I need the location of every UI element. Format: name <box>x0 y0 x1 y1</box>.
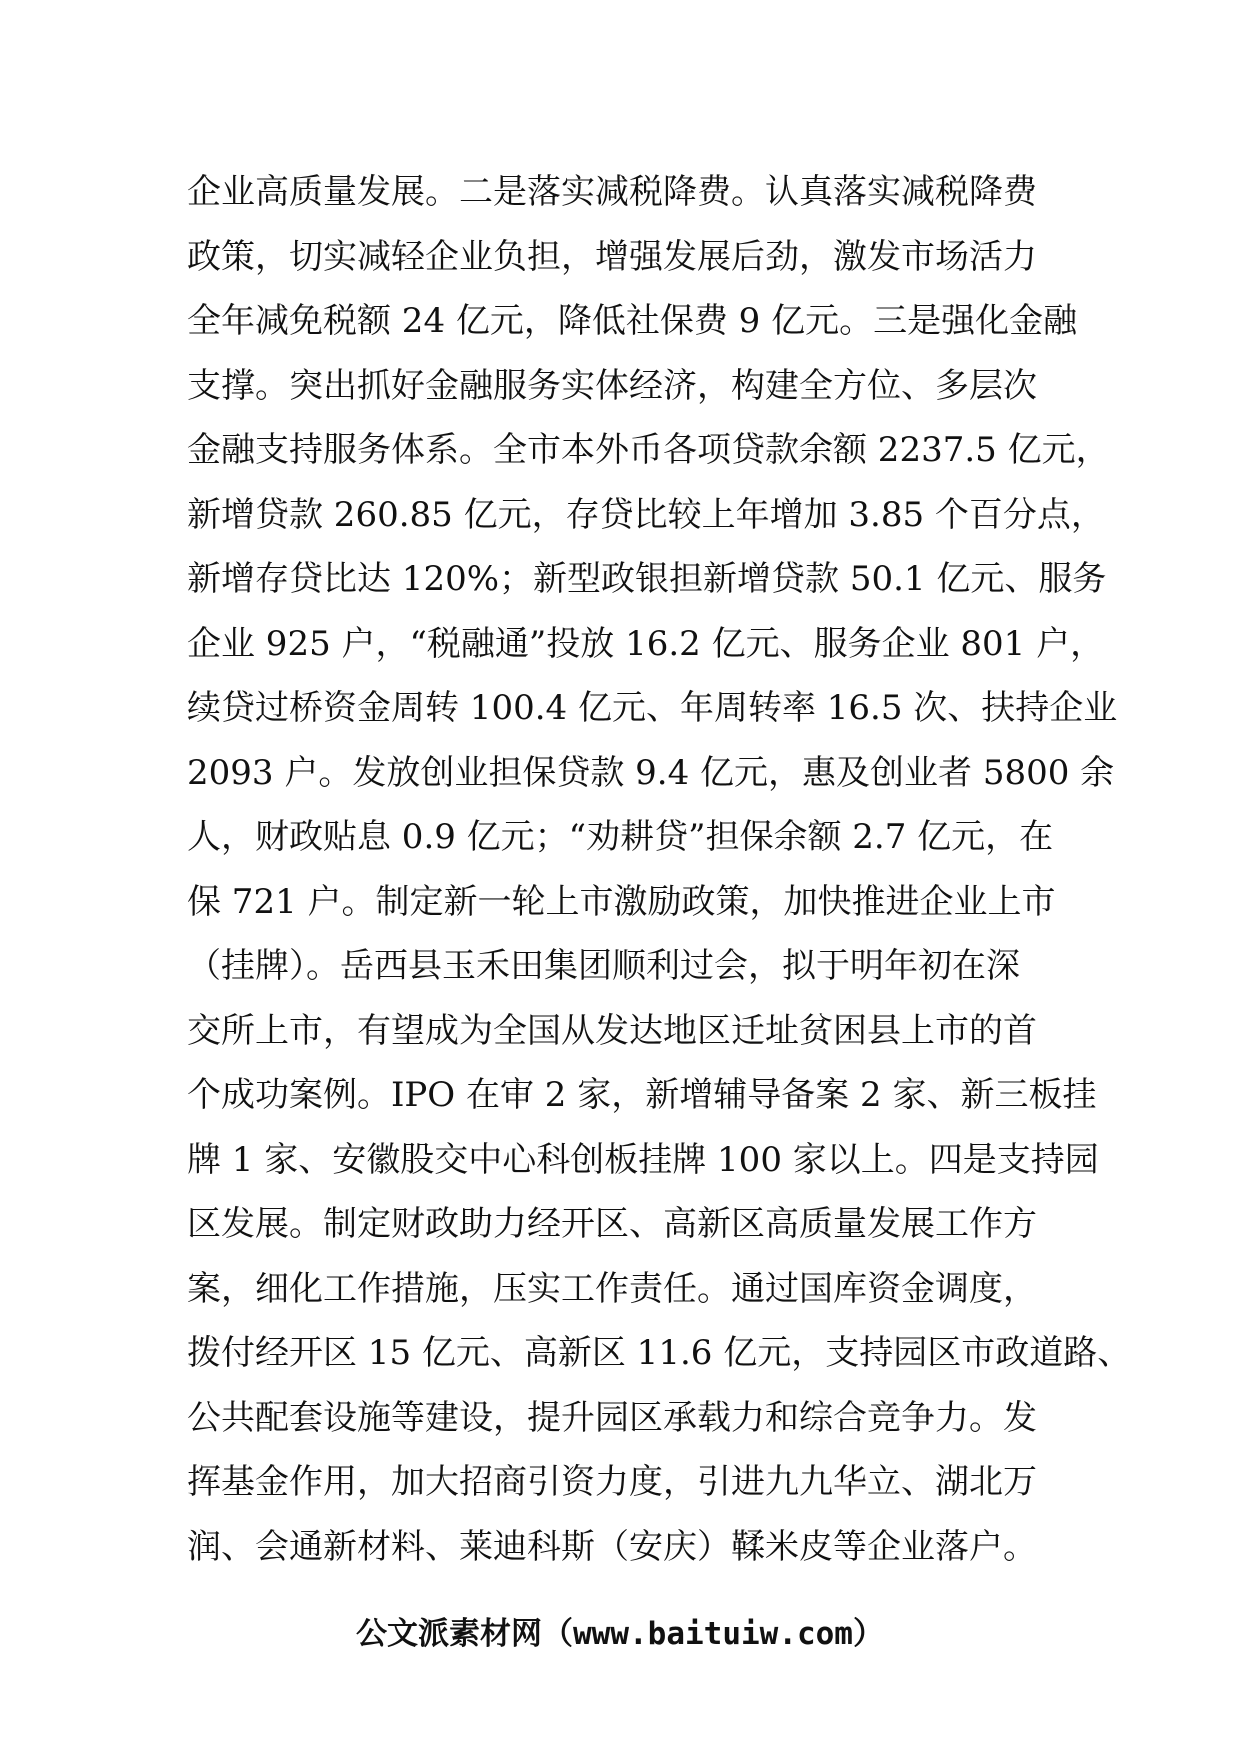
text-line: 政策，切实减轻企业负担，增强发展后劲，激发市场活力 <box>187 236 1037 277</box>
text-line: 拨付经开区 15 亿元、高新区 11.6 亿元，支持园区市政道路、 <box>187 1333 1132 1373</box>
text-line: 牌 1 家、安徽股交中心科创板挂牌 100 家以上。四是支持园 <box>187 1139 1099 1180</box>
text-line: 续贷过桥资金周转 100.4 亿元、年周转率 16.5 次、扶持企业 <box>187 688 1118 728</box>
body-text <box>187 160 1132 1579</box>
text-line: 区发展。制定财政助力经开区、高新区高质量发展工作方 <box>187 1204 1037 1244</box>
text-line: 润、会通新材料、莱迪科斯（安庆）鞣米皮等企业落户。 <box>187 1526 1037 1567</box>
text-line: 新增贷款 260.85 亿元，存贷比较上年增加 3.85 个百分点， <box>187 494 1105 535</box>
text-line: 个成功案例。IPO 在审 2 家，新增辅导备案 2 家、新三板挂 <box>187 1075 1097 1115</box>
text-line: 挥基金作用，加大招商引资力度，引进九九华立、湖北万 <box>187 1462 1037 1502</box>
text-line: 2093 户。发放创业担保贷款 9.4 亿元，惠及创业者 5800 余 <box>187 752 1115 793</box>
text-line: 全年减免税额 24 亿元，降低社保费 9 亿元。三是强化金融 <box>187 301 1078 341</box>
text-line: 人，财政贴息 0.9 亿元；“劝耕贷”担保余额 2.7 亿元，在 <box>187 817 1054 857</box>
text-line: 金融支持服务体系。全市本外币各项贷款余额 2237.5 亿元， <box>187 430 1110 470</box>
text-line: 案，细化工作措施，压实工作责任。通过国库资金调度， <box>187 1268 1037 1309</box>
text-line: 企业高质量发展。二是落实减税降费。认真落实减税降费 <box>187 172 1037 212</box>
text-line: 支撑。突出抓好金融服务实体经济，构建全方位、多层次 <box>187 365 1037 406</box>
text-line: 交所上市，有望成为全国从发达地区迁址贫困县上市的首 <box>187 1010 1037 1051</box>
text-line: 公共配套设施等建设，提升园区承载力和综合竞争力。发 <box>187 1397 1037 1438</box>
footer-watermark: 公文派素材网（www.baituiw.com） <box>356 1616 884 1652</box>
text-line: 保 721 户。制定新一轮上市激励政策，加快推进企业上市 <box>187 881 1056 922</box>
text-line: 企业 925 户，“税融通”投放 16.2 亿元、服务企业 801 户， <box>187 623 1105 664</box>
text-line: 新增存贷比达 120%；新型政银担新增贷款 50.1 亿元、服务 <box>187 559 1107 599</box>
text-line: （挂牌）。岳西县玉禾田集团顺利过会，拟于明年初在深 <box>187 946 1020 986</box>
